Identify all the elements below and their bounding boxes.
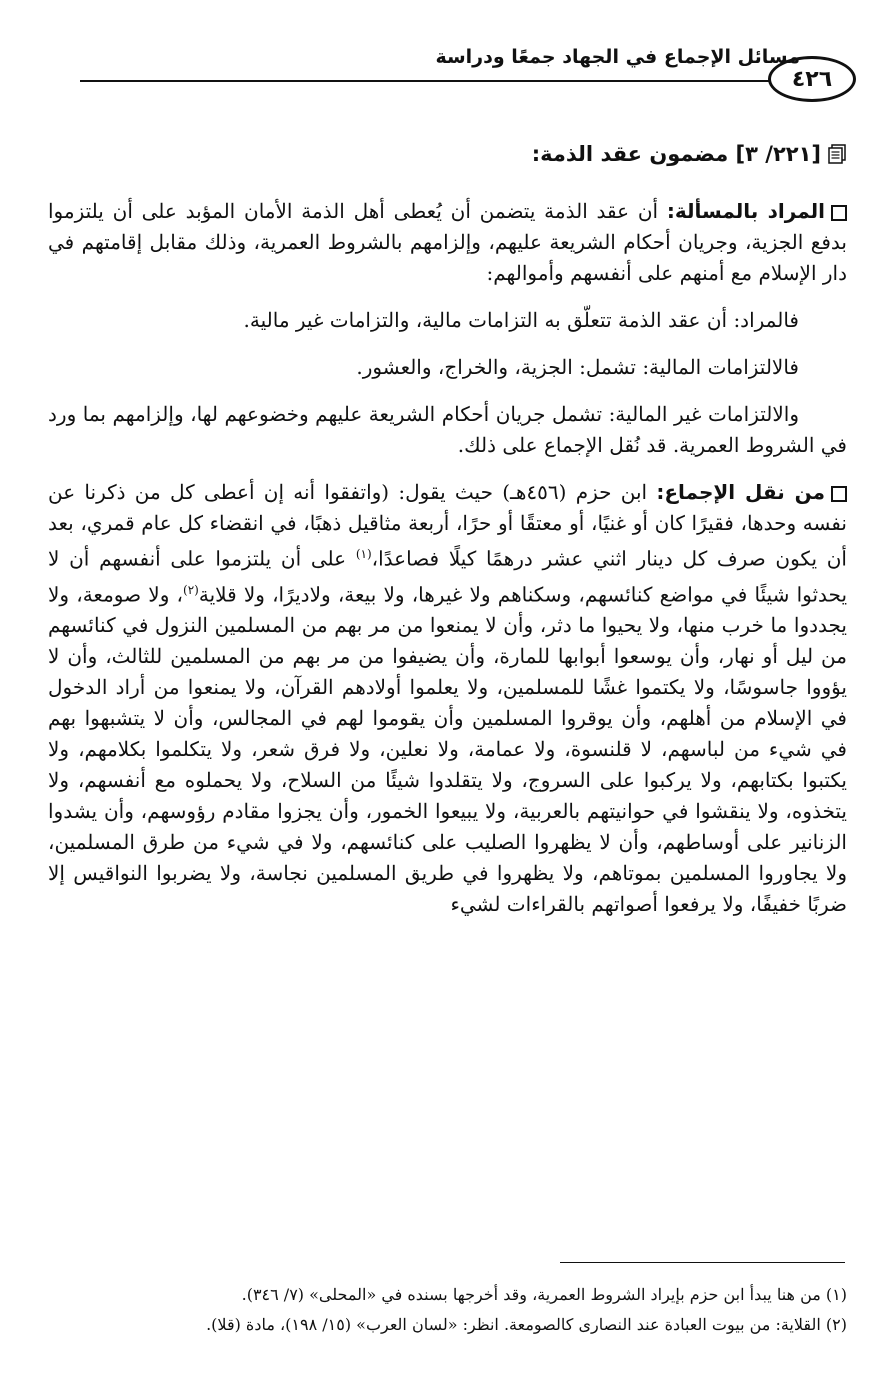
paragraph-text: ، ولا صومعة، ولا يجددوا ما خرب منها، ولا يحيوا ما دثر، وأن لا يمنعوا من مر بهم من المسلمين النزول في كنائسهم من ليل أو نهار، وأن يوسعوا أبوابها للمارة، وأن يضيفوا من مر بهم من المسلمين للثالث، وأن لا يؤووا جاسوسًا، ولا يكتموا غشًا للمسلمين، ولا يعلموا أولادهم القرآن، ولا يمنعوا من أراد الدخول في الإسلام من أهلهم، وأن يوقروا المسلمين وأن يقوموا لهم في المجالس، وأن لا يتشبهوا بهم في شيء من لباسهم، لا قلنسوة، ولا عمامة، ولا نعلين، ولا فرق شعر، ولا يتكلموا بكلامهم، ولا يكتبوا بكتابهم، ولا يركبوا على السروج، ولا يتقلدوا شيئًا من السلاح، ولا يحملوه مع أنفسهم، ولا يتخذوه، ولا ينقشوا في حوانيتهم بالعربية، ولا يبيعوا الخمور، وأن يجزوا مقادم رؤوسهم، وأن يشدوا الزنانير على أوساطهم، وأن لا يظهروا الصليب على كنائسهم، ولا في شيء من طرق المسلمين، ولا يجاوروا المسلمين بموتاهم، ولا يظهروا في طريق المسلمين نجاسة، ولا يضربوا النواقيس إلا ضربًا خفيفًا، ولا يرفعوا أصواتهم بالقراءات لشيء [48, 582, 847, 917]
paragraph-text: على أن يلتزموا على أنفسهم أن لا يحدثوا شيئًا في مواضع كنائسهم، وسكناهم ولا غيرها، ولا بيعة، ولاديرًا، ولا قلاية [48, 546, 848, 607]
footnote-1: (١) من هنا يبدأ ابن حزم بإيراد الشروط العمرية، وقد أخرجها بسنده في «المحلى» (٧/ ٣٤٦). [241, 1285, 847, 1304]
paragraph-non-financial: والالتزامات غير المالية: تشمل جريان أحكام الشريعة عليهم وخضوعهم لها، وإلزامهم بما ورد في الشروط العمرية. قد نُقل الإجماع على ذلك. [48, 402, 847, 457]
square-bullet-icon [831, 486, 847, 502]
paragraph-meaning: فالمراد: أن عقد الذمة تتعلّق به التزامات مالية، والتزامات غير مالية. [243, 308, 799, 332]
footnote-ref-1: (١) [355, 547, 372, 561]
paragraph-text: ابن حزم (٤٥٦هـ) حيث يقول: (واتفقوا أنه إن أعطى كل من ذكرنا عن نفسه وحدها، فقيرًا كان أو غنيًا، أو معتقًا أو حرًا، أربعة مثاقيل ذهبًا، في انقضاء كل عام قمري، بعد أن يكون صرف كل دينار اثني عشر درهمًا كيلًا فصاعدًا، [48, 480, 847, 571]
section-heading [147, 142, 847, 166]
paragraph-text: أن عقد الذمة يتضمن أن يُعطى أهل الذمة الأمان المؤبد على أن يلتزموا بدفع الجزية، وجريان أحكام الشريعة عليهم، وإلزامهم بالشروط العمرية، وذلك مقابل إقامتهم في دار الإسلام مع أمنهم على أنفسهم وأموالهم: [48, 199, 847, 285]
footnotes [48, 1280, 847, 1340]
running-header-title: مسائل الإجماع في الجهاد جمعًا ودراسة [435, 46, 800, 68]
square-bullet-icon [831, 205, 847, 221]
paragraph-consensus [48, 477, 847, 920]
footnote-rule [560, 1262, 845, 1263]
paragraph-lead: المراد بالمسألة: [666, 199, 826, 223]
footnote-ref-2: (٢) [183, 582, 199, 597]
body-text [48, 196, 847, 936]
footnote-2: (٢) القلاية: من بيوت العبادة عند النصارى كالصومعة. انظر: «لسان العرب» (١٥/ ١٩٨)، مادة (قلا). [206, 1315, 847, 1334]
paragraph-financial: فالالتزامات المالية: تشمل: الجزية، والخراج، والعشور. [356, 355, 799, 379]
paragraph-lead: من نقل الإجماع: [656, 480, 826, 504]
section-heading-text: [٢٢١/ ٣] مضمون عقد الذمة: [531, 142, 821, 166]
header-rule [80, 80, 770, 82]
document-icon [827, 144, 847, 164]
paragraph-definition [48, 196, 847, 289]
page-number: ٤٢٦ [768, 56, 856, 102]
